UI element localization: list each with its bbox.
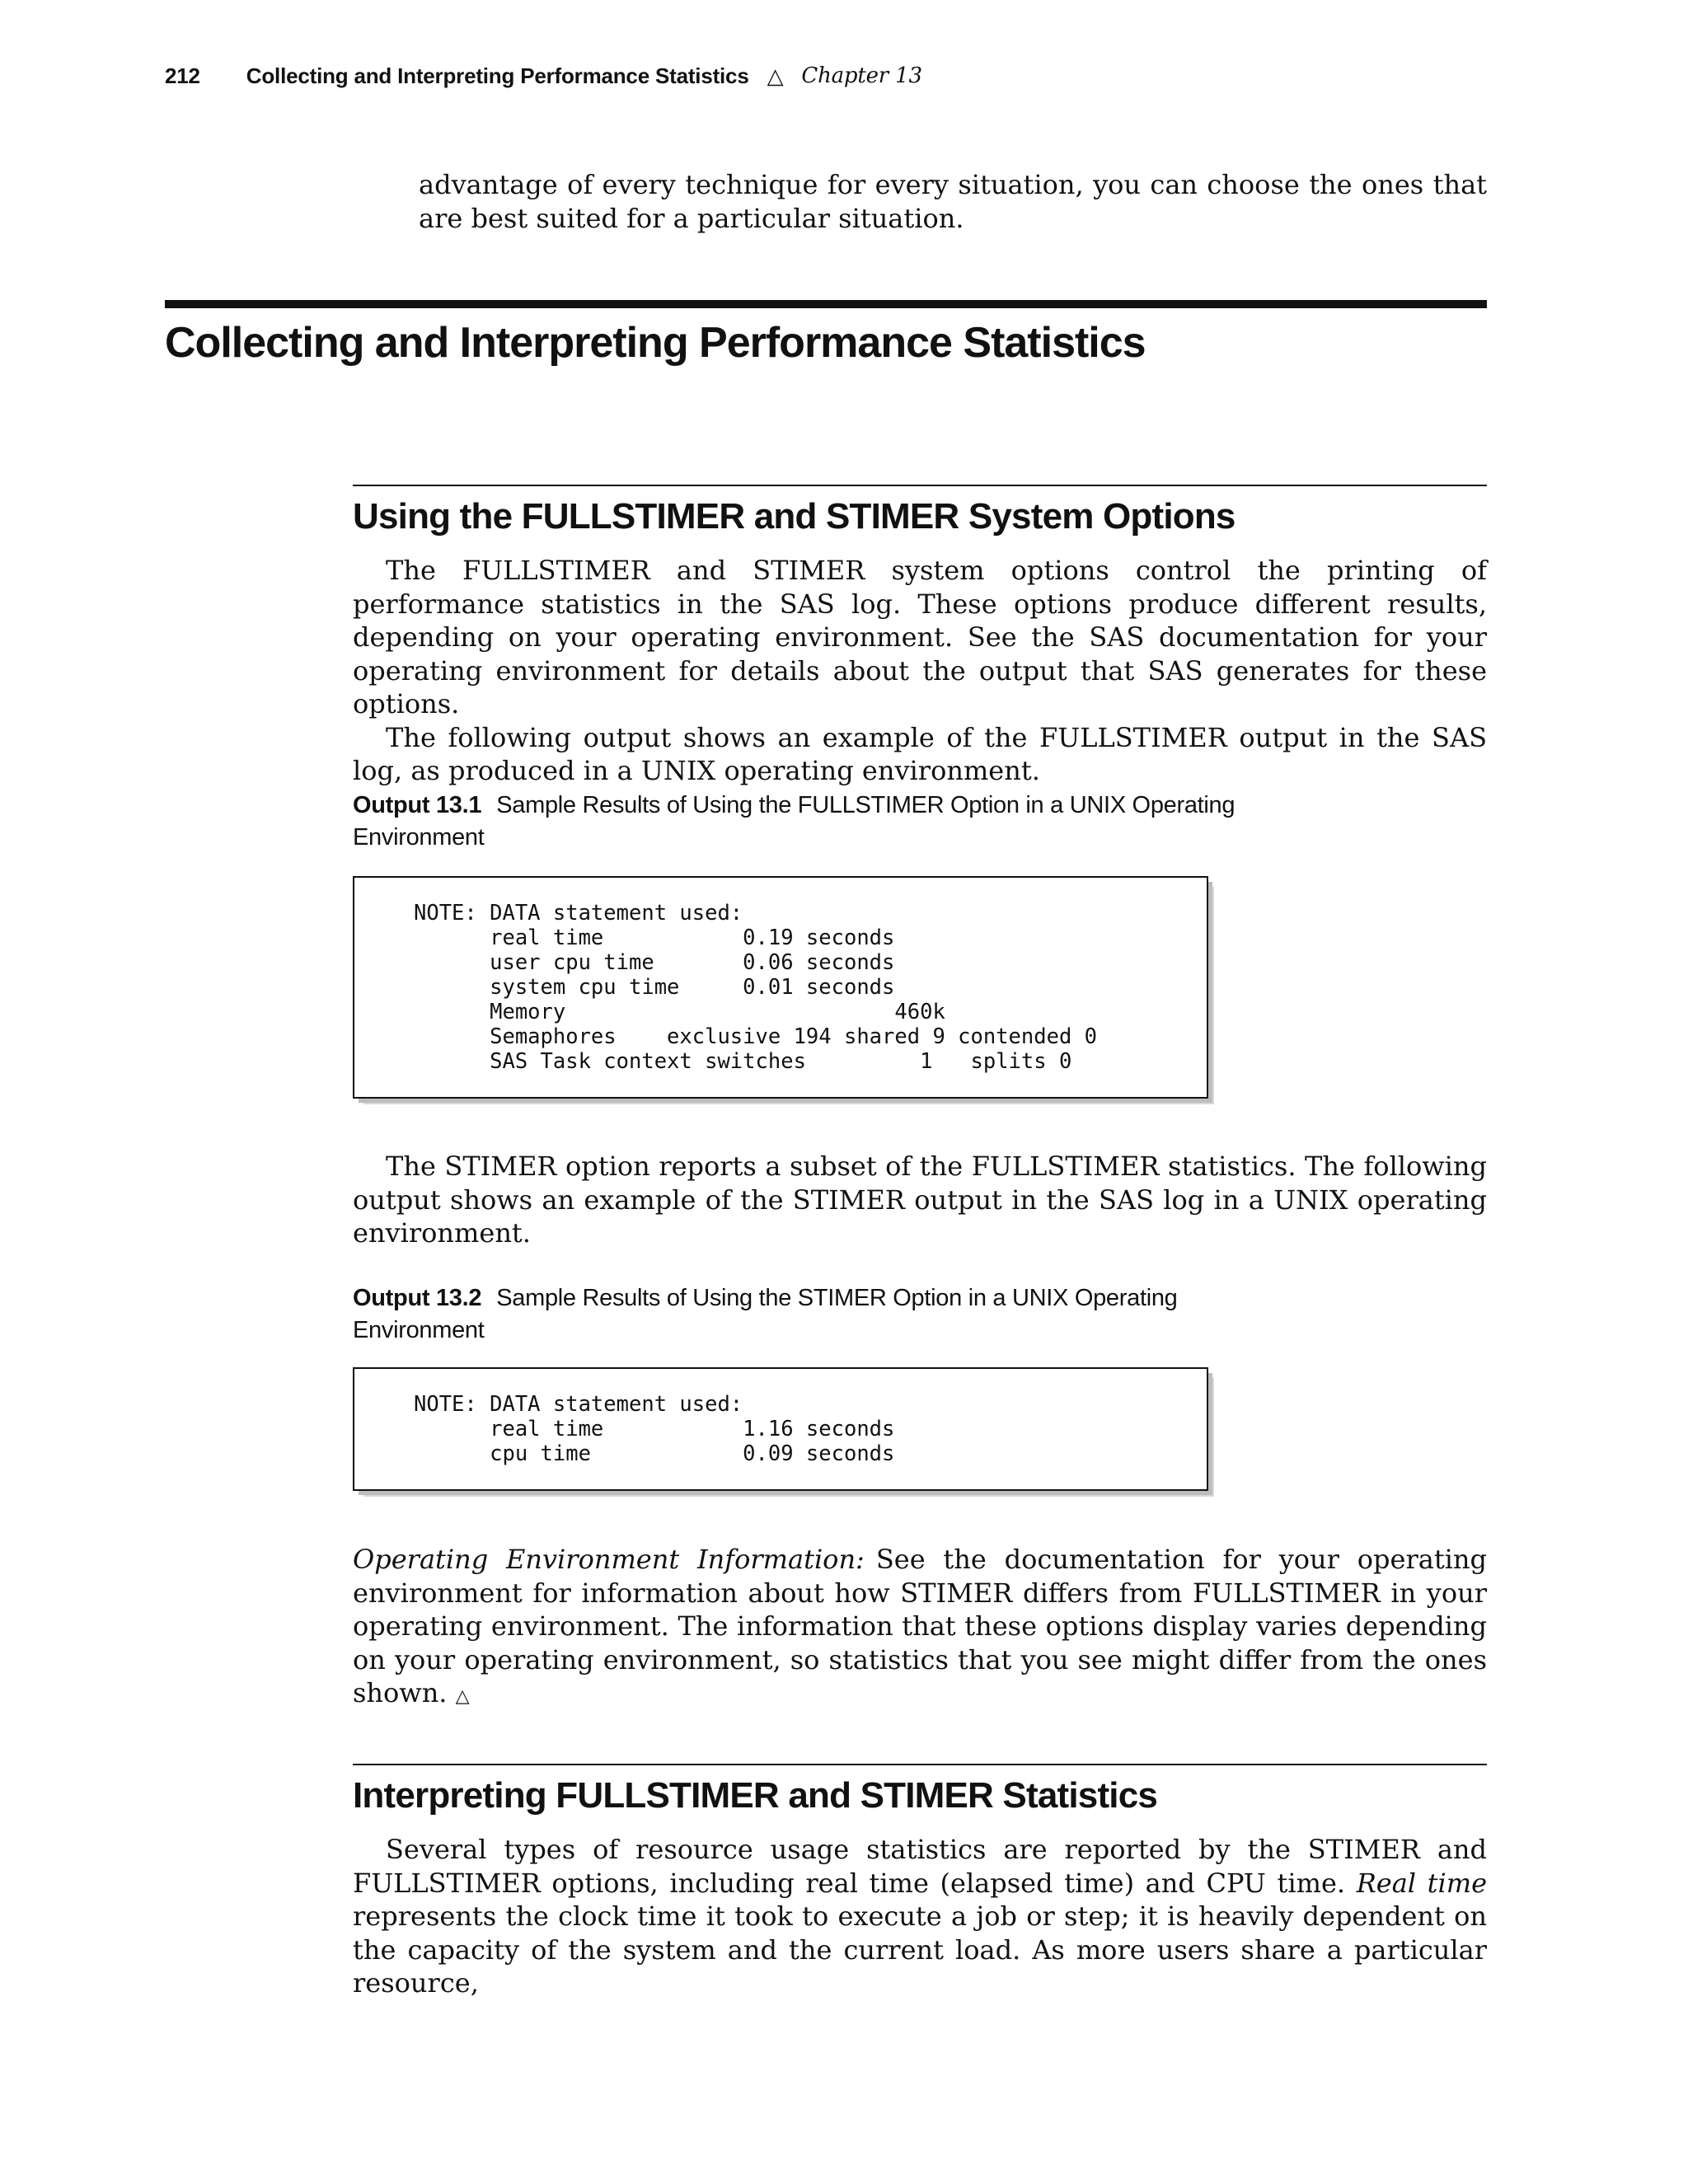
section-rule [353, 485, 1487, 486]
sas-log-text: NOTE: DATA statement used: real time 0.19 seconds user cpu time 0.06 seconds system cpu time 0.01 seconds Memory 460k Semaphores exclusive 194 shared 9 contended 0 SAS Task context switches 1 splits 0 [414, 901, 1098, 1074]
output-label: Output 13.1 [353, 792, 482, 818]
sas-log-text: NOTE: DATA statement used: real time 1.16 seconds cpu time 0.09 seconds [414, 1392, 895, 1466]
page-number: 212 [165, 63, 200, 88]
output-caption-13-1 [353, 790, 1259, 854]
output-caption-13-2 [353, 1282, 1259, 1347]
paragraph [353, 1833, 1487, 2000]
note-label: Operating Environment Information: [353, 1544, 865, 1575]
triangle-icon: △ [455, 1686, 470, 1707]
note-text: See the documentation for your operating environment for information about how STIMER differs from FULLSTIMER in your operating environment. The information that these options display varies depending on your operating environment, so statistics that you see might differ from the ones shown. [353, 1544, 1488, 1708]
running-header [165, 59, 922, 92]
section1-body [353, 554, 1487, 788]
section-heading-interpreting: Interpreting FULLSTIMER and STIMER Statistics [353, 1775, 1158, 1816]
chapter-label: Chapter 13 [801, 63, 922, 88]
paragraph: The STIMER option reports a subset of the FULLSTIMER statistics. The following output shows an example of the STIMER output in the SAS log in a UNIX operating environment. [353, 1151, 1487, 1249]
chapter-heading: Collecting and Interpreting Performance Statistics [165, 319, 1146, 367]
sas-log-output-box [353, 1367, 1208, 1491]
intro-paragraph: advantage of every technique for every situation, you can choose the ones that are best suited for a particular situation. [419, 169, 1487, 234]
output-caption-text: Sample Results of Using the FULLSTIMER Option in a UNIX Operating Environment [353, 792, 1236, 851]
section2-body [353, 1833, 1487, 2000]
term-real-time: Real time [1356, 1867, 1488, 1899]
running-header-title: Collecting and Interpreting Performance Statistics [246, 63, 749, 88]
section-heading-fullstimer: Using the FULLSTIMER and STIMER System Options [353, 496, 1236, 537]
paragraph-text: Several types of resource usage statistics are reported by the STIMER and FULLSTIMER options, including real time (elapsed time) and CPU time. [353, 1834, 1487, 1899]
triangle-icon: △ [767, 63, 784, 88]
paragraph: The following output shows an example of the FULLSTIMER output in the SAS log, as produced in a UNIX operating environment. [353, 721, 1487, 786]
paragraph: The FULLSTIMER and STIMER system options control the printing of performance statistics in the SAS log. These options produce different results, depending on your operating environment. See the SAS documentation for your operating environment for details about the output that SAS generates for these options. [353, 555, 1487, 719]
sas-log-output-box [353, 876, 1208, 1099]
output-label: Output 13.2 [353, 1285, 482, 1311]
output-caption-text: Sample Results of Using the STIMER Option in a UNIX Operating Environment [353, 1285, 1178, 1343]
paragraph-text: represents the clock time it took to execute a job or step; it is heavily dependent on the capacity of the system and the current load. As more users share a particular resource, [353, 1900, 1487, 1999]
operating-environment-note [353, 1543, 1487, 1714]
chapter-heading-rule [165, 300, 1487, 308]
section-rule [353, 1764, 1487, 1765]
section1-body-cont [353, 1150, 1487, 1250]
